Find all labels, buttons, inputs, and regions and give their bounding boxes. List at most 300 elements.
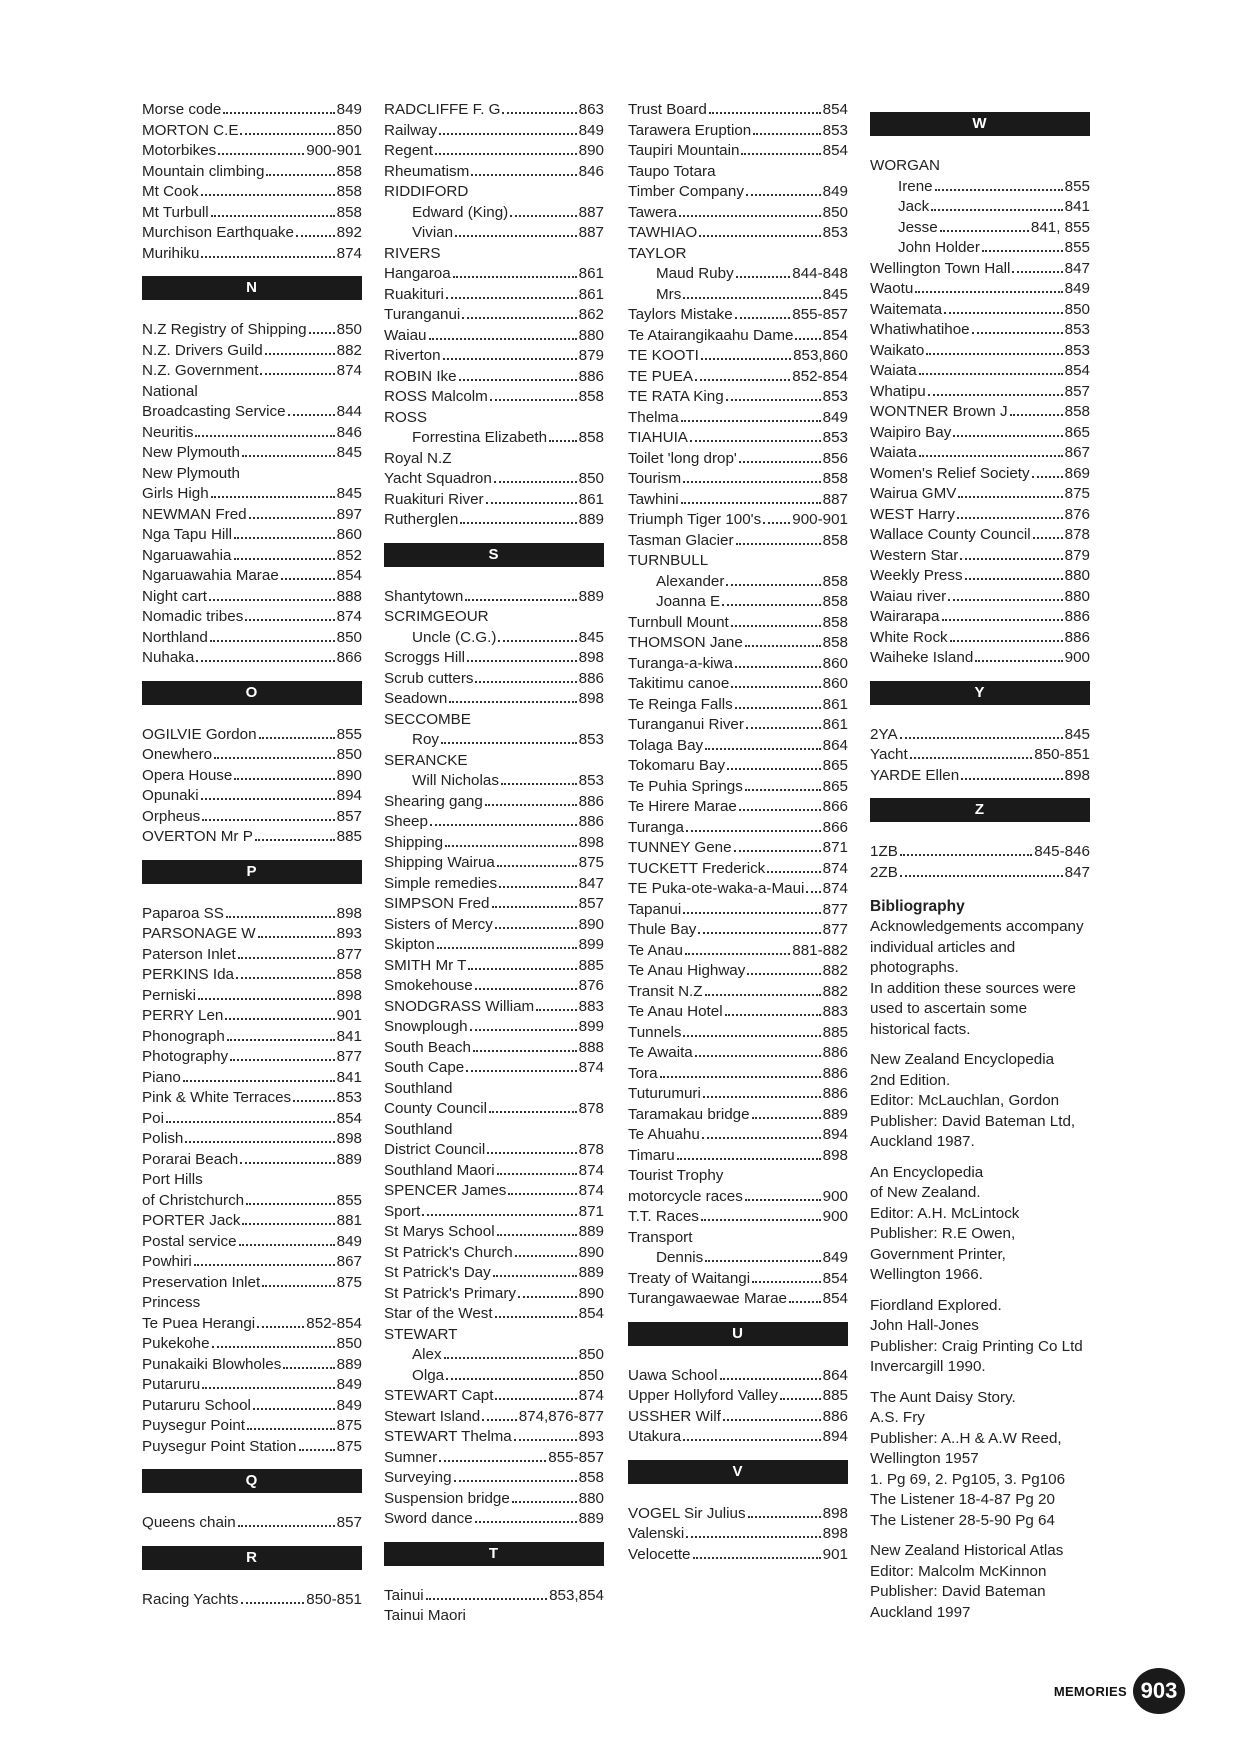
dot-leader xyxy=(709,112,821,114)
dot-leader xyxy=(702,1137,821,1139)
entry-page-number: 882 xyxy=(336,341,362,359)
index-entry xyxy=(142,1027,362,1048)
entry-page-number: 853 xyxy=(336,1089,362,1106)
entry-term: Yacht xyxy=(870,746,908,763)
entry-term: Rutherglen xyxy=(384,511,459,528)
dot-leader xyxy=(960,558,1062,560)
bibliography-source xyxy=(870,1388,1090,1532)
index-entry xyxy=(384,1079,604,1100)
index-entry xyxy=(628,1427,848,1448)
entry-term: Simple remedies xyxy=(384,874,498,892)
index-entry xyxy=(384,1448,604,1469)
entry-page-number: 847 xyxy=(1064,259,1090,277)
entry-term: Trust Board xyxy=(628,101,707,118)
dot-leader xyxy=(492,906,577,908)
entry-term: N.Z. Government xyxy=(142,362,259,379)
index-entry xyxy=(142,1170,362,1191)
entry-term: Sumner xyxy=(384,1448,438,1466)
index-entry xyxy=(870,484,1090,505)
entry-term: TE Puka-ote-waka-a-Maui xyxy=(628,880,805,897)
bibliography-source-line: Government Printer, xyxy=(870,1245,1006,1263)
entry-page-number: 898 xyxy=(578,833,604,851)
entry-term: TAWHIAO xyxy=(628,224,698,241)
index-entry xyxy=(142,1314,362,1335)
entry-page-number: 875 xyxy=(1064,485,1090,502)
entry-page-number: 900-901 xyxy=(792,511,848,528)
entry-page-number: 875 xyxy=(578,854,604,871)
index-entry xyxy=(870,464,1090,485)
entry-term: Queens chain xyxy=(142,1514,236,1531)
entry-page-number: 849 xyxy=(578,121,604,139)
index-entry xyxy=(384,1243,604,1264)
entry-page-number: 898 xyxy=(336,986,362,1004)
index-entry xyxy=(384,1407,604,1428)
entry-term: Waikato xyxy=(870,341,925,359)
entry-term: Pukekohe xyxy=(142,1335,210,1352)
index-entry xyxy=(384,689,604,710)
entry-term: Upper Hollyford Valley xyxy=(628,1387,778,1404)
dot-leader xyxy=(166,1121,335,1123)
dot-leader xyxy=(745,645,821,647)
bibliography-source-line: Publisher: David Bateman Ltd, xyxy=(870,1112,1076,1130)
dot-leader xyxy=(445,845,577,847)
entry-page-number: 894 xyxy=(822,1126,848,1143)
entry-page-number: 850 xyxy=(336,321,362,338)
dot-leader xyxy=(510,215,576,217)
entry-term: TUNNEY Gene xyxy=(628,839,732,856)
entry-term: Tokomaru Bay xyxy=(628,757,726,774)
entry-page-number: 866 xyxy=(336,649,362,666)
dot-leader xyxy=(1032,476,1063,478)
entry-page-number: 898 xyxy=(336,1130,362,1147)
entry-page-number: 886 xyxy=(578,813,604,830)
dot-leader xyxy=(468,968,576,970)
page-number: 903 xyxy=(1133,1668,1185,1714)
entry-page-number: 853 xyxy=(822,429,848,446)
entry-page-number: 845 xyxy=(578,628,604,646)
entry-term: Jesse xyxy=(898,218,938,236)
entry-term: Uncle (C.G.) xyxy=(412,628,497,646)
entry-page-number: 893 xyxy=(336,925,362,942)
entry-term: Waiau river xyxy=(870,587,947,605)
entry-term: Will Nicholas xyxy=(412,772,499,789)
entry-term: Railway xyxy=(384,121,438,139)
dot-leader xyxy=(685,953,790,955)
entry-term: TE RATA King xyxy=(628,388,724,405)
index-entry xyxy=(384,100,604,121)
entry-term: Onewhero xyxy=(142,746,213,763)
dot-leader xyxy=(726,584,820,586)
index-entry xyxy=(384,1284,604,1305)
entry-page-number: 850 xyxy=(578,470,604,487)
dot-leader xyxy=(502,112,576,114)
entry-term: Smokehouse xyxy=(384,977,473,994)
dot-leader xyxy=(198,998,335,1000)
bibliography-source-line: Publisher: David Bateman xyxy=(870,1583,1046,1600)
entry-page-number: 889 xyxy=(578,1510,604,1527)
entry-page-number: 854 xyxy=(822,1269,848,1287)
entry-term: Te Anau Hotel xyxy=(628,1003,723,1020)
entry-page-number: 865 xyxy=(1064,423,1090,441)
index-entry xyxy=(628,510,848,531)
entry-term: Forrestina Elizabeth xyxy=(412,429,548,446)
entry-term: WEST Harry xyxy=(870,505,955,523)
entry-term: Maud Ruby xyxy=(656,265,734,282)
bibliography-source-line: Auckland 1997 xyxy=(870,1603,971,1621)
bibliography-intro-line: Acknowledgements accompany xyxy=(870,918,1084,935)
entry-page-number: 860 xyxy=(822,654,848,672)
entry-page-number: 850-851 xyxy=(306,1590,362,1608)
index-entry xyxy=(142,1068,362,1089)
entry-page-number: 883 xyxy=(578,997,604,1015)
index-entry xyxy=(142,525,362,546)
entry-term: PORTER Jack xyxy=(142,1212,241,1229)
entry-term: Nuhaka xyxy=(142,649,195,666)
entry-page-number: 874 xyxy=(336,608,362,625)
entry-term: Turanga-a-kiwa xyxy=(628,654,733,672)
entry-page-number: 876 xyxy=(578,977,604,994)
entry-term: Star of the West xyxy=(384,1305,493,1322)
index-column-2 xyxy=(384,100,604,1627)
index-entry xyxy=(628,346,848,367)
index-entry xyxy=(142,1396,362,1417)
bibliography-source-line: Editor: A.H. McLintock xyxy=(870,1204,1020,1222)
entry-page-number: 853 xyxy=(1064,341,1090,359)
entry-term: Shipping xyxy=(384,833,444,851)
index-entry xyxy=(628,551,848,572)
index-entry xyxy=(628,818,848,839)
bibliography-source-line: New Zealand Historical Atlas xyxy=(870,1542,1064,1559)
entry-page-number: 886 xyxy=(1064,608,1090,625)
dot-leader xyxy=(705,994,821,996)
index-entry xyxy=(384,751,604,772)
section-letter-header: Q xyxy=(142,1469,362,1493)
index-entry xyxy=(628,1269,848,1290)
index-entry xyxy=(628,1064,848,1085)
entry-term: Rheumatism xyxy=(384,162,470,180)
index-entry xyxy=(870,546,1090,567)
dot-leader xyxy=(435,153,577,155)
index-entry xyxy=(384,607,604,628)
index-entry xyxy=(142,986,362,1007)
entry-page-number: 854 xyxy=(336,1109,362,1127)
index-entry xyxy=(870,402,1090,423)
entry-page-number: 845-846 xyxy=(1034,843,1090,860)
dot-leader xyxy=(473,1050,577,1052)
entry-term: Te Anau Highway xyxy=(628,962,746,979)
dot-leader xyxy=(255,839,335,841)
entry-page-number: 877 xyxy=(822,900,848,918)
dot-leader xyxy=(660,1076,821,1078)
index-entry xyxy=(384,710,604,731)
entry-page-number: 850 xyxy=(336,628,362,646)
entry-page-number: 855 xyxy=(336,725,362,743)
dot-leader xyxy=(961,778,1062,780)
index-entry xyxy=(142,587,362,608)
dot-leader xyxy=(265,353,335,355)
entry-term: TURNBULL xyxy=(628,552,709,569)
entry-term: Turanga xyxy=(628,818,685,836)
entry-page-number: 893 xyxy=(578,1428,604,1445)
index-entry xyxy=(142,162,362,183)
entry-term: Poi xyxy=(142,1109,164,1127)
entry-term: Shipping Wairua xyxy=(384,854,495,871)
entry-term: Southland Maori xyxy=(384,1161,495,1179)
index-entry xyxy=(628,223,848,244)
entry-page-number: 866 xyxy=(822,818,848,836)
dot-leader xyxy=(470,1029,577,1031)
entry-term: Tora xyxy=(628,1064,658,1082)
dot-leader xyxy=(695,1055,821,1057)
entry-page-number: 878 xyxy=(578,1141,604,1158)
dot-leader xyxy=(465,599,576,601)
entry-term: ROSS xyxy=(384,408,428,426)
entry-page-number: 858 xyxy=(578,1469,604,1486)
entry-page-number: 874 xyxy=(336,244,362,262)
index-entry xyxy=(628,1386,848,1407)
dot-leader xyxy=(454,1480,577,1482)
entry-term: Tourist Trophy xyxy=(628,1167,724,1184)
entry-page-number: 898 xyxy=(1064,766,1090,784)
bibliography-source-line: Wellington 1966. xyxy=(870,1266,983,1283)
dot-leader xyxy=(201,256,334,258)
entry-term: Mt Cook xyxy=(142,183,199,200)
index-column-4 xyxy=(870,100,1090,1623)
entry-term: Seadown xyxy=(384,690,448,707)
entry-term: Utakura xyxy=(628,1428,682,1445)
index-entry xyxy=(870,423,1090,444)
index-entry xyxy=(142,1088,362,1109)
index-entry xyxy=(142,141,362,162)
dot-leader xyxy=(497,1234,577,1236)
entry-term: Waiheke Island xyxy=(870,649,974,666)
index-subentry xyxy=(628,285,848,306)
entry-term: St Patrick's Church xyxy=(384,1243,513,1261)
entry-term: MORTON C.E xyxy=(142,121,239,139)
entry-page-number: 880 xyxy=(1064,587,1090,605)
entry-term: Sisters of Mercy xyxy=(384,915,493,933)
entry-term: SIMPSON Fred xyxy=(384,895,490,912)
dot-leader xyxy=(739,461,821,463)
index-entry xyxy=(870,648,1090,669)
index-entry xyxy=(628,736,848,757)
entry-term: District Council xyxy=(384,1141,486,1158)
dot-leader xyxy=(266,174,334,176)
entry-page-number: 858 xyxy=(578,429,604,446)
bibliography-source-line: of New Zealand. xyxy=(870,1184,981,1201)
entry-term: Taupo Totara xyxy=(628,162,716,180)
entry-term: Western Star xyxy=(870,546,959,564)
entry-term: USSHER Wilf xyxy=(628,1407,721,1425)
dot-leader xyxy=(752,1281,821,1283)
entry-term: YARDE Ellen xyxy=(870,766,960,784)
entry-page-number: 885 xyxy=(822,1023,848,1041)
entry-term: Edward (King) xyxy=(412,203,509,221)
index-entry xyxy=(628,1545,848,1566)
entry-page-number: 887 xyxy=(578,224,604,241)
entry-term: Women's Relief Society xyxy=(870,464,1030,482)
index-entry xyxy=(628,1125,848,1146)
bibliography-title: Bibliography xyxy=(870,898,965,915)
entry-term: Joanna E xyxy=(656,593,721,610)
index-entry xyxy=(384,915,604,936)
dot-leader xyxy=(972,332,1063,334)
dot-leader xyxy=(1012,271,1062,273)
index-entry xyxy=(384,510,604,531)
bibliography-source-line: 1. Pg 69, 2. Pg105, 3. Pg106 xyxy=(870,1470,1066,1488)
dot-leader xyxy=(498,640,576,642)
index-entry xyxy=(384,285,604,306)
entry-term: Timaru xyxy=(628,1146,675,1164)
dot-leader xyxy=(910,757,1033,759)
dot-leader xyxy=(194,1264,335,1266)
dot-leader xyxy=(490,399,577,401)
index-entry xyxy=(384,264,604,285)
index-subentry xyxy=(384,1345,604,1366)
entry-page-number: 858 xyxy=(336,966,362,983)
entry-page-number: 897 xyxy=(336,505,362,523)
section-letter-header: O xyxy=(142,681,362,705)
dot-leader xyxy=(210,640,335,642)
entry-page-number: 858 xyxy=(822,634,848,651)
entry-page-number: 886 xyxy=(1064,628,1090,646)
dot-leader xyxy=(701,1219,821,1221)
section-letter-header: V xyxy=(628,1460,848,1484)
entry-page-number: 858 xyxy=(336,183,362,200)
entry-term: Wairua GMV xyxy=(870,485,957,502)
dot-leader xyxy=(460,522,576,524)
index-entry xyxy=(628,100,848,121)
entry-term: Sword dance xyxy=(384,1510,473,1527)
entry-term: Princess xyxy=(142,1294,201,1311)
index-entry xyxy=(628,1084,848,1105)
section-letter-header: Y xyxy=(870,681,1090,705)
dot-leader xyxy=(722,604,820,606)
dot-leader xyxy=(260,373,334,375)
dot-leader xyxy=(919,455,1063,457)
dot-leader xyxy=(462,317,576,319)
entry-term: Uawa School xyxy=(628,1366,718,1384)
index-entry xyxy=(384,669,604,690)
entry-term: WONTNER Brown J xyxy=(870,403,1008,420)
index-entry xyxy=(142,766,362,787)
entry-page-number: 889 xyxy=(578,511,604,528)
dot-leader xyxy=(489,1111,577,1113)
index-entry xyxy=(142,827,362,848)
dot-leader xyxy=(234,558,335,560)
dot-leader xyxy=(239,1244,335,1246)
section-letter-header: T xyxy=(384,1542,604,1566)
entry-page-number: 841, 855 xyxy=(1030,218,1090,236)
entry-term: Wellington Town Hall xyxy=(870,259,1011,277)
entry-page-number: 844-848 xyxy=(792,265,848,282)
index-entry xyxy=(628,1187,848,1208)
entry-page-number: 854 xyxy=(822,101,848,118)
dot-leader xyxy=(242,455,335,457)
entry-term: Whatipu xyxy=(870,382,926,400)
dot-leader xyxy=(686,1536,820,1538)
bibliography-source-line: A.S. Fry xyxy=(870,1409,925,1426)
bibliography-source-line: Fiordland Explored. xyxy=(870,1296,1002,1314)
entry-term: SMITH Mr T xyxy=(384,956,467,974)
dot-leader xyxy=(739,809,821,811)
dot-leader xyxy=(747,973,820,975)
entry-term: SNODGRASS William xyxy=(384,997,535,1015)
dot-leader xyxy=(501,783,577,785)
index-entry xyxy=(384,305,604,326)
entry-page-number: 858 xyxy=(336,162,362,180)
entry-page-number: 854 xyxy=(1064,362,1090,379)
bibliography-source xyxy=(870,1050,1090,1153)
bibliography-source xyxy=(870,1541,1090,1623)
entry-term: Transit N.Z xyxy=(628,982,703,1000)
dot-leader xyxy=(515,1255,577,1257)
index-entry xyxy=(628,941,848,962)
entry-term: T.T. Races xyxy=(628,1208,699,1225)
entry-term: SERANCKE xyxy=(384,751,468,769)
index-entry xyxy=(142,341,362,362)
entry-term: South Cape xyxy=(384,1059,465,1076)
index-entry xyxy=(384,408,604,429)
entry-page-number: 887 xyxy=(578,203,604,221)
dot-leader xyxy=(683,912,820,914)
index-entry xyxy=(870,361,1090,382)
index-entry xyxy=(628,838,848,859)
index-entry xyxy=(870,320,1090,341)
dot-leader xyxy=(475,1521,577,1523)
index-entry xyxy=(142,182,362,203)
entry-term: Te Atairangikaahu Dame xyxy=(628,326,794,344)
entry-term: Waiata xyxy=(870,444,917,461)
entry-page-number: 853,860 xyxy=(793,347,848,364)
entry-term: Irene xyxy=(898,177,933,195)
dot-leader xyxy=(508,1193,576,1195)
entry-page-number: 865 xyxy=(822,777,848,795)
entry-page-number: 867 xyxy=(336,1253,362,1270)
index-column-3 xyxy=(628,100,848,1565)
index-entry xyxy=(628,961,848,982)
entry-term: Te Awaita xyxy=(628,1044,693,1061)
entry-term: Putaruru School xyxy=(142,1396,251,1414)
bibliography-source-line: Publisher: Craig Printing Co Ltd xyxy=(870,1337,1083,1355)
entry-page-number: 853,854 xyxy=(549,1586,604,1604)
entry-page-number: 849 xyxy=(822,183,848,200)
entry-page-number: 850-851 xyxy=(1034,746,1090,763)
section-letter-header: Z xyxy=(870,798,1090,822)
entry-term: Valenski xyxy=(628,1525,685,1542)
dot-leader xyxy=(723,1419,821,1421)
entry-page-number: 894 xyxy=(336,787,362,804)
entry-page-number: 850 xyxy=(822,203,848,221)
dot-leader xyxy=(745,1199,821,1201)
dot-leader xyxy=(211,215,335,217)
entry-page-number: 901 xyxy=(336,1007,362,1024)
entry-page-number: 881 xyxy=(336,1212,362,1229)
dot-leader xyxy=(246,1203,335,1205)
dot-leader xyxy=(679,215,821,217)
index-entry xyxy=(384,367,604,388)
bibliography-source-line: Editor: Malcolm McKinnon xyxy=(870,1562,1047,1580)
dot-leader xyxy=(499,886,577,888)
entry-page-number: 874 xyxy=(336,362,362,379)
index-entry xyxy=(628,182,848,203)
dot-leader xyxy=(683,1035,820,1037)
entry-term: Piano xyxy=(142,1068,181,1086)
entry-term: Te Puea Herangi xyxy=(142,1314,256,1332)
dot-leader xyxy=(763,522,790,524)
bibliography-intro-line: used to ascertain some xyxy=(870,1000,1028,1017)
index-entry xyxy=(628,1524,848,1545)
